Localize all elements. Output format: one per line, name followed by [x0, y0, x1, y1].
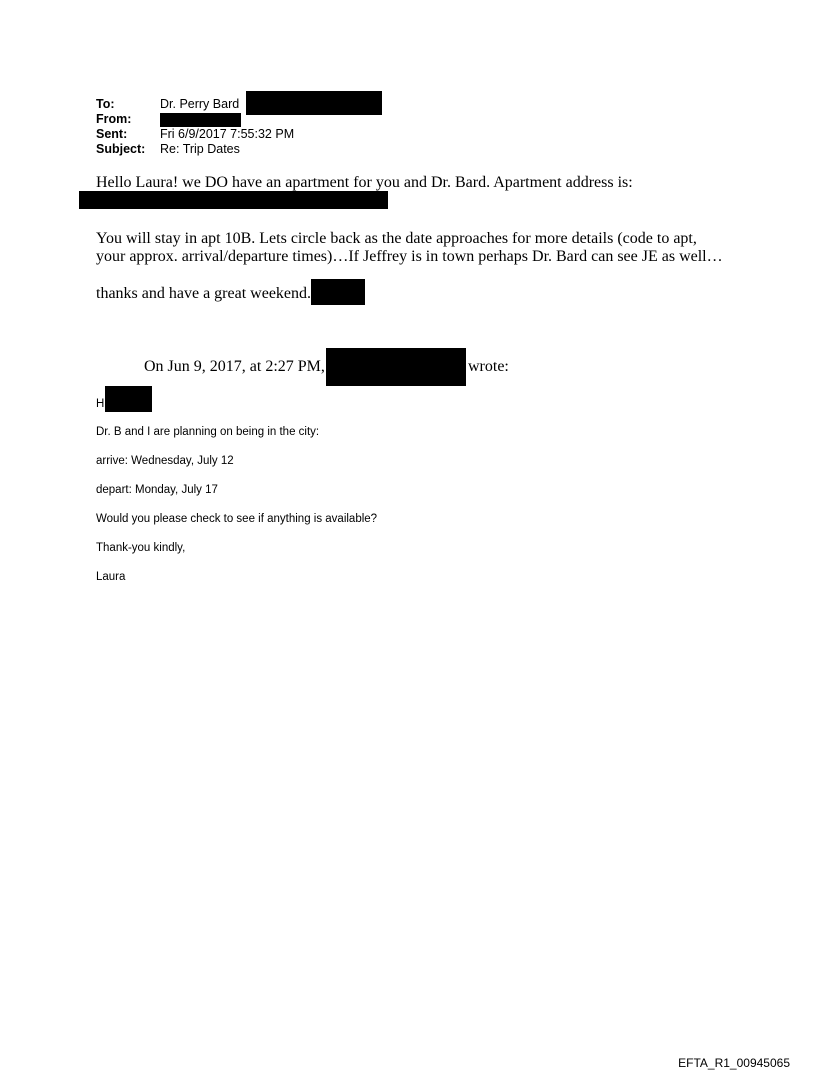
document-id: EFTA_R1_00945065: [678, 1056, 790, 1070]
subject-value: Re: Trip Dates: [160, 142, 240, 156]
body-paragraph-line-1: You will stay in apt 10B. Lets circle back as the date approaches for more details (code to apt,: [96, 230, 697, 247]
sent-value: Fri 6/9/2017 7:55:32 PM: [160, 127, 295, 141]
subject-label: Subject:: [96, 142, 146, 156]
redaction-greeting-name: [105, 386, 152, 412]
quote-intro-suffix: wrote:: [468, 358, 509, 375]
quote-signature: Laura: [96, 571, 126, 583]
sent-label: Sent:: [96, 127, 128, 141]
body-closing: thanks and have a great weekend.: [96, 285, 312, 302]
redaction-to: [246, 91, 382, 115]
from-label: From:: [96, 112, 132, 126]
body-paragraph-line-2: your approx. arrival/departure times)…If Jeffrey is in town perhaps Dr. Bard can see JE as well…: [96, 248, 723, 265]
quote-line-thanks: Thank-you kindly,: [96, 542, 186, 554]
quote-line-arrive: arrive: Wednesday, July 12: [96, 455, 234, 467]
to-label: To:: [96, 97, 115, 111]
quote-line-plan: Dr. B and I are planning on being in the city:: [96, 426, 320, 438]
quote-line-depart: depart: Monday, July 17: [96, 484, 218, 496]
quote-line-question: Would you please check to see if anything is available?: [96, 513, 378, 525]
to-value: Dr. Perry Bard: [160, 97, 240, 111]
redaction-address: [79, 191, 388, 209]
body-greeting: Hello Laura! we DO have an apartment for you and Dr. Bard. Apartment address is:: [96, 174, 633, 191]
redaction-signature: [311, 279, 365, 305]
redaction-from: [160, 113, 241, 127]
quote-greeting: H: [96, 398, 105, 410]
redaction-sender: [326, 348, 466, 386]
quote-intro-prefix: On Jun 9, 2017, at 2:27 PM,: [144, 358, 325, 375]
